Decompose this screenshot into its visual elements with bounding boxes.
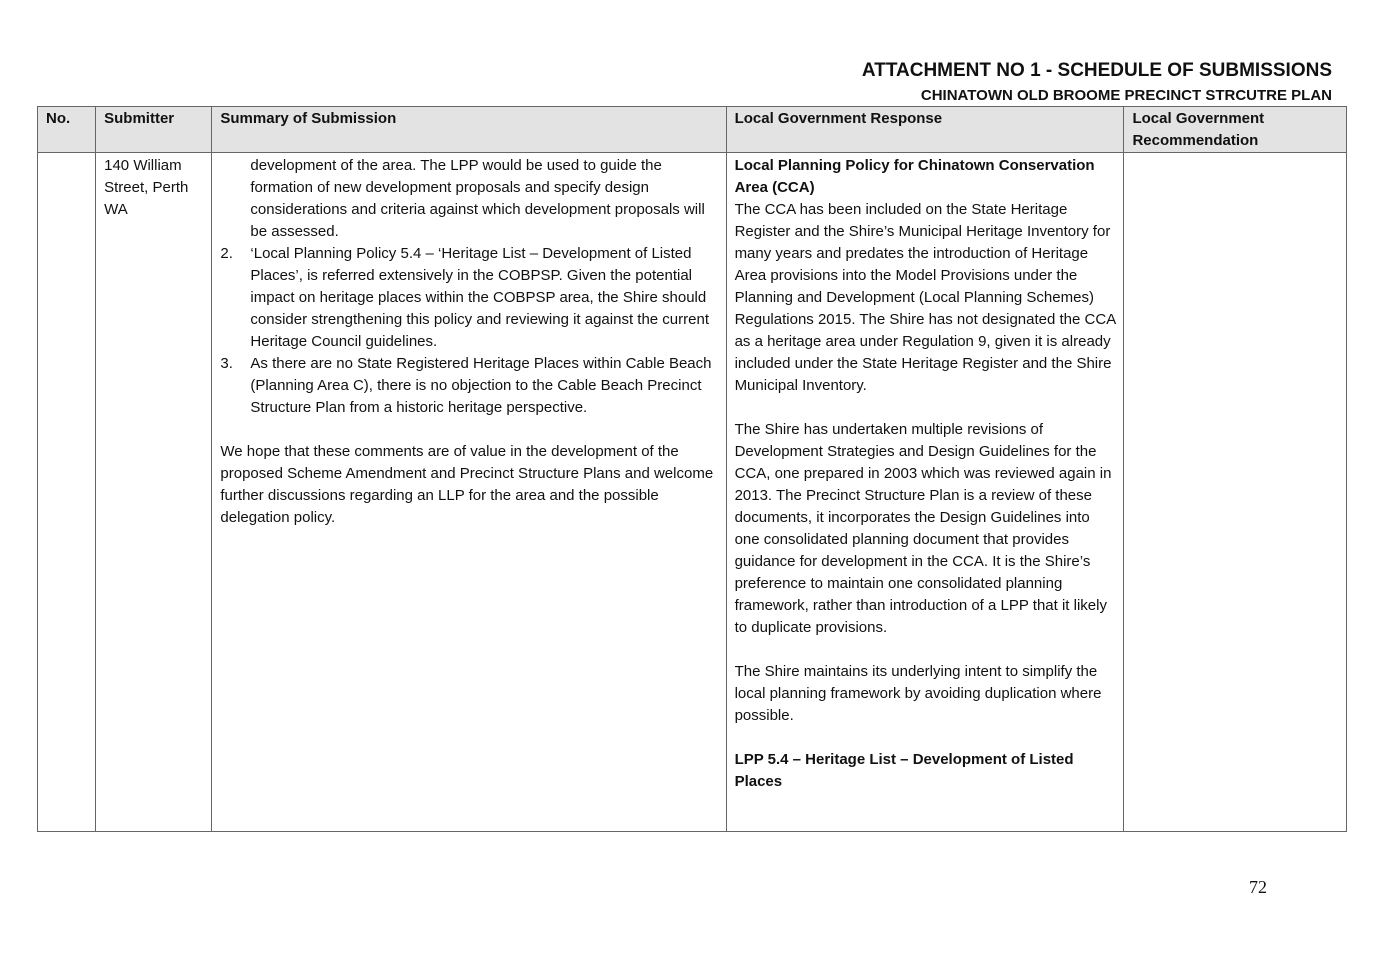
document-title: ATTACHMENT NO 1 - SCHEDULE OF SUBMISSIONS [861, 60, 1332, 81]
paragraph-spacer [220, 419, 717, 441]
summary-continued-text: development of the area. The LPP would be used to guide the formation of new development proposals and specify design considerations and criteria against which development proposals will be assessed. [250, 157, 705, 240]
list-item-number: 2. [220, 245, 233, 262]
response-paragraph-1: The CCA has been included on the State Heritage Register and the Shire’s Municipal Heritage Inventory for many years and predates the introduction of Heritage Area provisions into the Model Provisions under the Planning and Development (Local Planning Schemes) Regulations 2015. The Shire has not designated the CCA as a heritage area under Regulation 9, given it is already included under the State Heritage Register and the Shire Municipal Inventory. [734, 201, 1116, 394]
paragraph-spacer [735, 727, 1116, 749]
column-header-no: No. [38, 107, 96, 153]
table-header-row [38, 107, 1347, 153]
summary-closing-paragraph: We hope that these comments are of value in the development of the proposed Scheme Amendment and Precinct Structure Plans and welcome further discussions regarding an LLP for the area and the possible delegation policy. [220, 443, 714, 526]
response-paragraph-2: The Shire has undertaken multiple revisions of Development Strategies and Design Guidelines for the CCA, one prepared in 2003 which was reviewed again in 2013. The Precinct Structure Plan is a review of these documents, it incorporates the Design Guidelines into one consolidated planning document that provides guidance for development in the CCA. It is the Shire’s preference to maintain one consolidated planning framework, rather than introduction of a LPP that it likely to duplicate provisions. [734, 421, 1112, 636]
list-item-text: ‘Local Planning Policy 5.4 – ‘Heritage List – Development of Listed Places’, is referred extensively in the COBPSP. Given the potential impact on heritage places within the COBPSP area, the Shire should consider strengthening this policy and reviewing it against the current Heritage Council guidelines. [250, 245, 709, 350]
response-heading-lpp: LPP 5.4 – Heritage List – Development of Listed Places [734, 751, 1074, 790]
cell-recommendation [1124, 153, 1347, 832]
cell-no [38, 153, 96, 832]
column-header-summary: Summary of Submission [212, 107, 726, 153]
paragraph-spacer [735, 397, 1116, 419]
cell-submitter: 140 William Street, Perth WA [96, 153, 212, 832]
cell-response [726, 153, 1124, 832]
list-item-text: As there are no State Registered Heritage Places within Cable Beach (Planning Area C), there is no objection to the Cable Beach Precinct Structure Plan from a historic heritage perspective. [250, 355, 712, 416]
list-item [220, 243, 717, 353]
submissions-table [37, 106, 1347, 832]
list-item [220, 353, 717, 419]
summary-points-list [220, 243, 717, 419]
response-heading-cca: Local Planning Policy for Chinatown Conservation Area (CCA) [734, 157, 1095, 196]
table-row [38, 153, 1347, 832]
list-item-number: 3. [220, 355, 233, 372]
paragraph-spacer [735, 639, 1116, 661]
cell-summary [212, 153, 726, 832]
column-header-recommendation: Local Government Recommendation [1124, 107, 1347, 153]
document-subtitle: CHINATOWN OLD BROOME PRECINCT STRCUTRE PLAN [920, 87, 1332, 104]
page-number: 72 [1249, 877, 1267, 897]
column-header-submitter: Submitter [96, 107, 212, 153]
column-header-response: Local Government Response [726, 107, 1124, 153]
response-paragraph-3: The Shire maintains its underlying intent to simplify the local planning framework by avoiding duplication where possible. [734, 663, 1102, 724]
